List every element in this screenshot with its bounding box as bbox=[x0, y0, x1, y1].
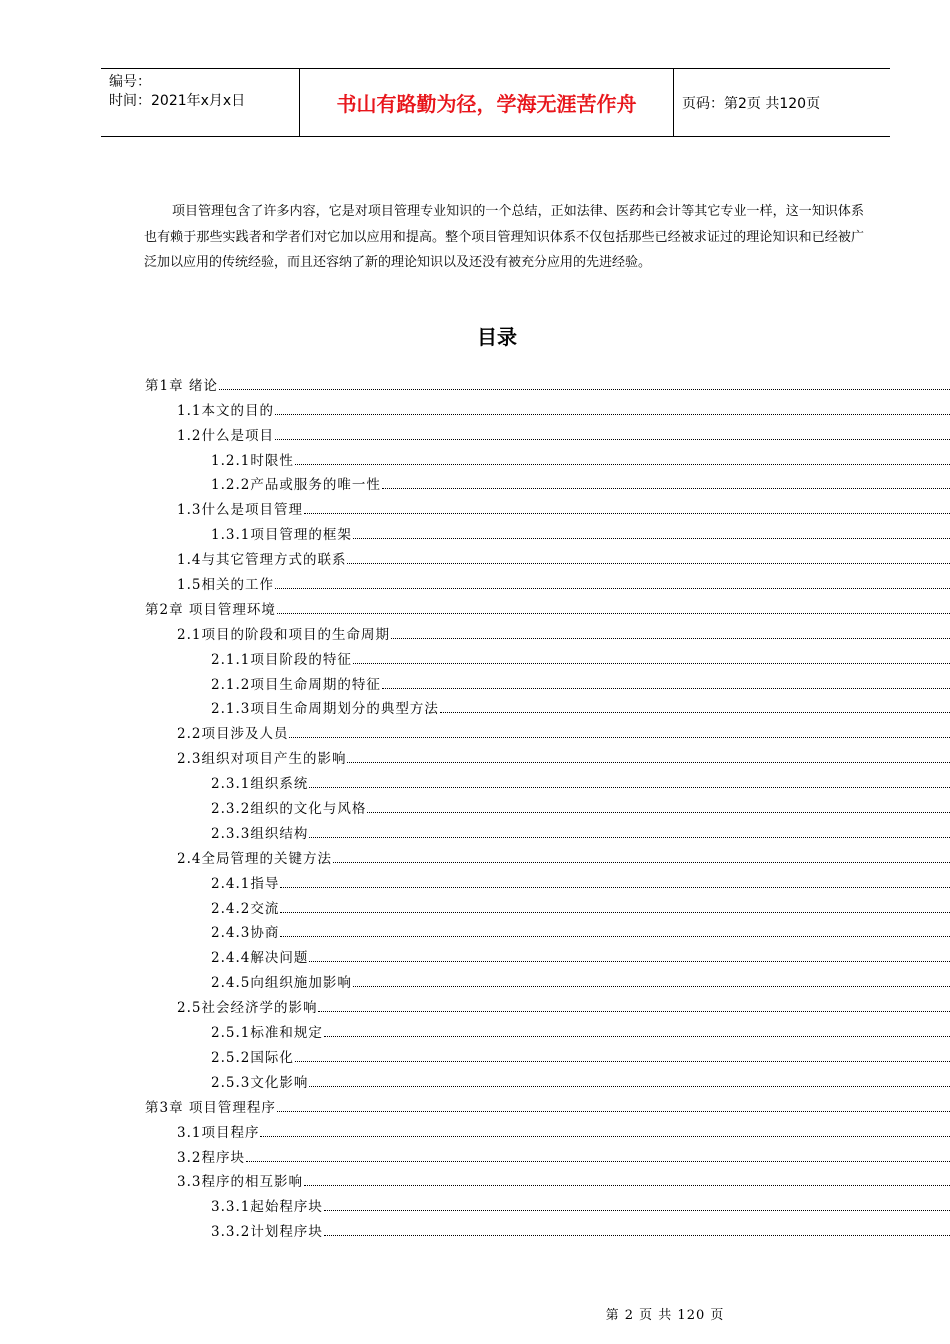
table-of-contents bbox=[0, 370, 950, 1241]
toc-dot-leader bbox=[309, 961, 950, 962]
toc-entry-text: 2.4全局管理的关键方法 bbox=[177, 850, 332, 867]
toc-dot-leader bbox=[295, 464, 950, 465]
toc-dot-leader bbox=[275, 439, 950, 440]
toc-entry-text: 2.1.2项目生命周期的特征 bbox=[211, 676, 381, 693]
toc-entry-text: 第2章 项目管理环境 bbox=[145, 601, 276, 618]
toc-entry-text: 2.1.1项目阶段的特征 bbox=[211, 651, 352, 668]
toc-dot-leader bbox=[382, 688, 950, 689]
toc-entry-text: 2.1项目的阶段和项目的生命周期 bbox=[177, 626, 390, 643]
toc-entry-text: 2.4.1指导 bbox=[211, 875, 280, 892]
toc-entry-text: 2.5.1标准和规定 bbox=[211, 1025, 323, 1042]
toc-entry[interactable] bbox=[0, 967, 950, 992]
toc-entry[interactable] bbox=[0, 644, 950, 669]
toc-entry-text: 1.2什么是项目 bbox=[177, 427, 274, 444]
toc-entry[interactable] bbox=[0, 1167, 950, 1192]
toc-dot-leader bbox=[295, 1061, 950, 1062]
toc-entry-text: 1.3什么是项目管理 bbox=[177, 502, 303, 519]
doc-number-label: 编号： bbox=[109, 74, 151, 90]
toc-dot-leader bbox=[246, 1161, 950, 1162]
toc-entry[interactable] bbox=[0, 843, 950, 868]
toc-entry[interactable] bbox=[0, 1216, 950, 1241]
toc-dot-leader bbox=[382, 488, 950, 489]
toc-dot-leader bbox=[289, 737, 950, 738]
toc-dot-leader bbox=[277, 1111, 950, 1112]
toc-entry[interactable] bbox=[0, 918, 950, 943]
toc-dot-leader bbox=[318, 1011, 950, 1012]
header-page-info: 页码：第2页 共120页 bbox=[682, 95, 821, 112]
toc-entry[interactable] bbox=[0, 1067, 950, 1092]
toc-dot-leader bbox=[260, 1136, 950, 1137]
toc-entry[interactable] bbox=[0, 669, 950, 694]
toc-entry[interactable] bbox=[0, 519, 950, 544]
toc-entry-text: 3.3.1起始程序块 bbox=[211, 1199, 323, 1216]
page-footer: 第 2 页 共 120 页 bbox=[605, 1308, 725, 1323]
toc-dot-leader bbox=[280, 936, 950, 937]
toc-entry[interactable] bbox=[0, 395, 950, 420]
toc-entry[interactable] bbox=[0, 942, 950, 967]
toc-entry[interactable] bbox=[0, 893, 950, 918]
toc-dot-leader bbox=[275, 414, 950, 415]
toc-dot-leader bbox=[280, 912, 950, 913]
toc-entry[interactable] bbox=[0, 694, 950, 719]
toc-dot-leader bbox=[353, 538, 950, 539]
toc-entry-text: 2.3.2组织的文化与风格 bbox=[211, 801, 367, 818]
toc-entry[interactable] bbox=[0, 470, 950, 495]
toc-entry-text: 2.3组织对项目产生的影响 bbox=[177, 751, 347, 768]
toc-dot-leader bbox=[353, 663, 950, 664]
toc-entry[interactable] bbox=[0, 594, 950, 619]
toc-entry[interactable] bbox=[0, 494, 950, 519]
toc-entry[interactable] bbox=[0, 569, 950, 594]
intro-section bbox=[144, 199, 864, 276]
toc-dot-leader bbox=[367, 812, 950, 813]
toc-entry-text: 3.1项目程序 bbox=[177, 1124, 260, 1141]
toc-entry[interactable] bbox=[0, 818, 950, 843]
toc-entry[interactable] bbox=[0, 445, 950, 470]
toc-entry-text: 2.4.5向组织施加影响 bbox=[211, 975, 352, 992]
toc-entry[interactable] bbox=[0, 420, 950, 445]
toc-dot-leader bbox=[440, 712, 950, 713]
toc-dot-leader bbox=[304, 1185, 950, 1186]
toc-entry[interactable] bbox=[0, 1017, 950, 1042]
toc-entry[interactable] bbox=[0, 544, 950, 569]
toc-entry-text: 第3章 项目管理程序 bbox=[145, 1099, 276, 1116]
page-header bbox=[101, 68, 890, 137]
toc-entry-text: 2.5.2国际化 bbox=[211, 1049, 294, 1066]
toc-dot-leader bbox=[347, 762, 950, 763]
toc-entry-text: 2.3.3组织结构 bbox=[211, 825, 309, 842]
toc-dot-leader bbox=[309, 1086, 950, 1087]
toc-entry[interactable] bbox=[0, 868, 950, 893]
toc-dot-leader bbox=[353, 986, 950, 987]
toc-entry-text: 2.4.4解决问题 bbox=[211, 950, 309, 967]
toc-entry[interactable] bbox=[0, 370, 950, 395]
intro-paragraph: 项目管理包含了许多内容，它是对项目管理专业知识的一个总结，正如法律、医药和会计等其它专业一样，这一知识体系也有赖于那些实践者和学者们对它加以应用和提高。整个项目管理知识体系不仅包括那些已经被求证过的理论知识和已经被广 泛加以应用的传统经验，而且还容纳了新的理论知识以及还没有被充分应用的先进经验。 bbox=[144, 204, 864, 270]
toc-entry-text: 1.3.1项目管理的框架 bbox=[211, 527, 352, 544]
toc-entry-text: 3.3程序的相互影响 bbox=[177, 1174, 303, 1191]
toc-dot-leader bbox=[391, 638, 950, 639]
toc-entry-text: 2.1.3项目生命周期划分的典型方法 bbox=[211, 701, 439, 718]
toc-entry-text: 2.4.2交流 bbox=[211, 900, 280, 917]
toc-entry-text: 2.3.1组织系统 bbox=[211, 776, 309, 793]
toc-dot-leader bbox=[219, 389, 950, 390]
toc-entry-text: 2.2项目涉及人员 bbox=[177, 726, 289, 743]
toc-entry-text: 3.2程序块 bbox=[177, 1149, 245, 1166]
toc-entry-text: 2.5.3文化影响 bbox=[211, 1074, 309, 1091]
toc-entry-text: 第1章 绪论 bbox=[145, 377, 218, 394]
toc-entry[interactable] bbox=[0, 1117, 950, 1142]
toc-dot-leader bbox=[324, 1210, 950, 1211]
header-motto: 书山有路勤为径，学海无涯苦作舟 bbox=[300, 69, 674, 136]
toc-dot-leader bbox=[277, 613, 950, 614]
toc-dot-leader bbox=[324, 1036, 950, 1037]
toc-entry[interactable] bbox=[0, 768, 950, 793]
toc-entry[interactable] bbox=[0, 718, 950, 743]
toc-dot-leader bbox=[304, 513, 950, 514]
toc-entry[interactable] bbox=[0, 1092, 950, 1117]
toc-entry-text: 1.5相关的工作 bbox=[177, 577, 274, 594]
toc-entry-text: 1.1本文的目的 bbox=[177, 402, 274, 419]
toc-entry-text: 2.4.3协商 bbox=[211, 925, 280, 942]
date-label: 时间：2021年x月x日 bbox=[109, 93, 246, 109]
toc-dot-leader bbox=[347, 563, 950, 564]
toc-dot-leader bbox=[275, 588, 950, 589]
toc-entry[interactable] bbox=[0, 743, 950, 768]
toc-entry-text: 2.5社会经济学的影响 bbox=[177, 1000, 318, 1017]
toc-dot-leader bbox=[324, 1235, 950, 1236]
toc-entry-text: 1.4与其它管理方式的联系 bbox=[177, 552, 347, 569]
toc-dot-leader bbox=[309, 787, 950, 788]
toc-title: 目录 bbox=[477, 325, 517, 349]
toc-entry-text: 1.2.1时限性 bbox=[211, 452, 294, 469]
toc-entry[interactable] bbox=[0, 1042, 950, 1067]
toc-dot-leader bbox=[309, 837, 950, 838]
toc-entry[interactable] bbox=[0, 1191, 950, 1216]
toc-entry-text: 1.2.2产品或服务的唯一性 bbox=[211, 477, 381, 494]
toc-entry[interactable] bbox=[0, 619, 950, 644]
toc-entry[interactable] bbox=[0, 1142, 950, 1167]
header-meta bbox=[101, 69, 300, 136]
toc-entry[interactable] bbox=[0, 793, 950, 818]
toc-entry-text: 3.3.2计划程序块 bbox=[211, 1224, 323, 1241]
toc-dot-leader bbox=[333, 862, 950, 863]
toc-entry[interactable] bbox=[0, 992, 950, 1017]
toc-dot-leader bbox=[280, 887, 950, 888]
